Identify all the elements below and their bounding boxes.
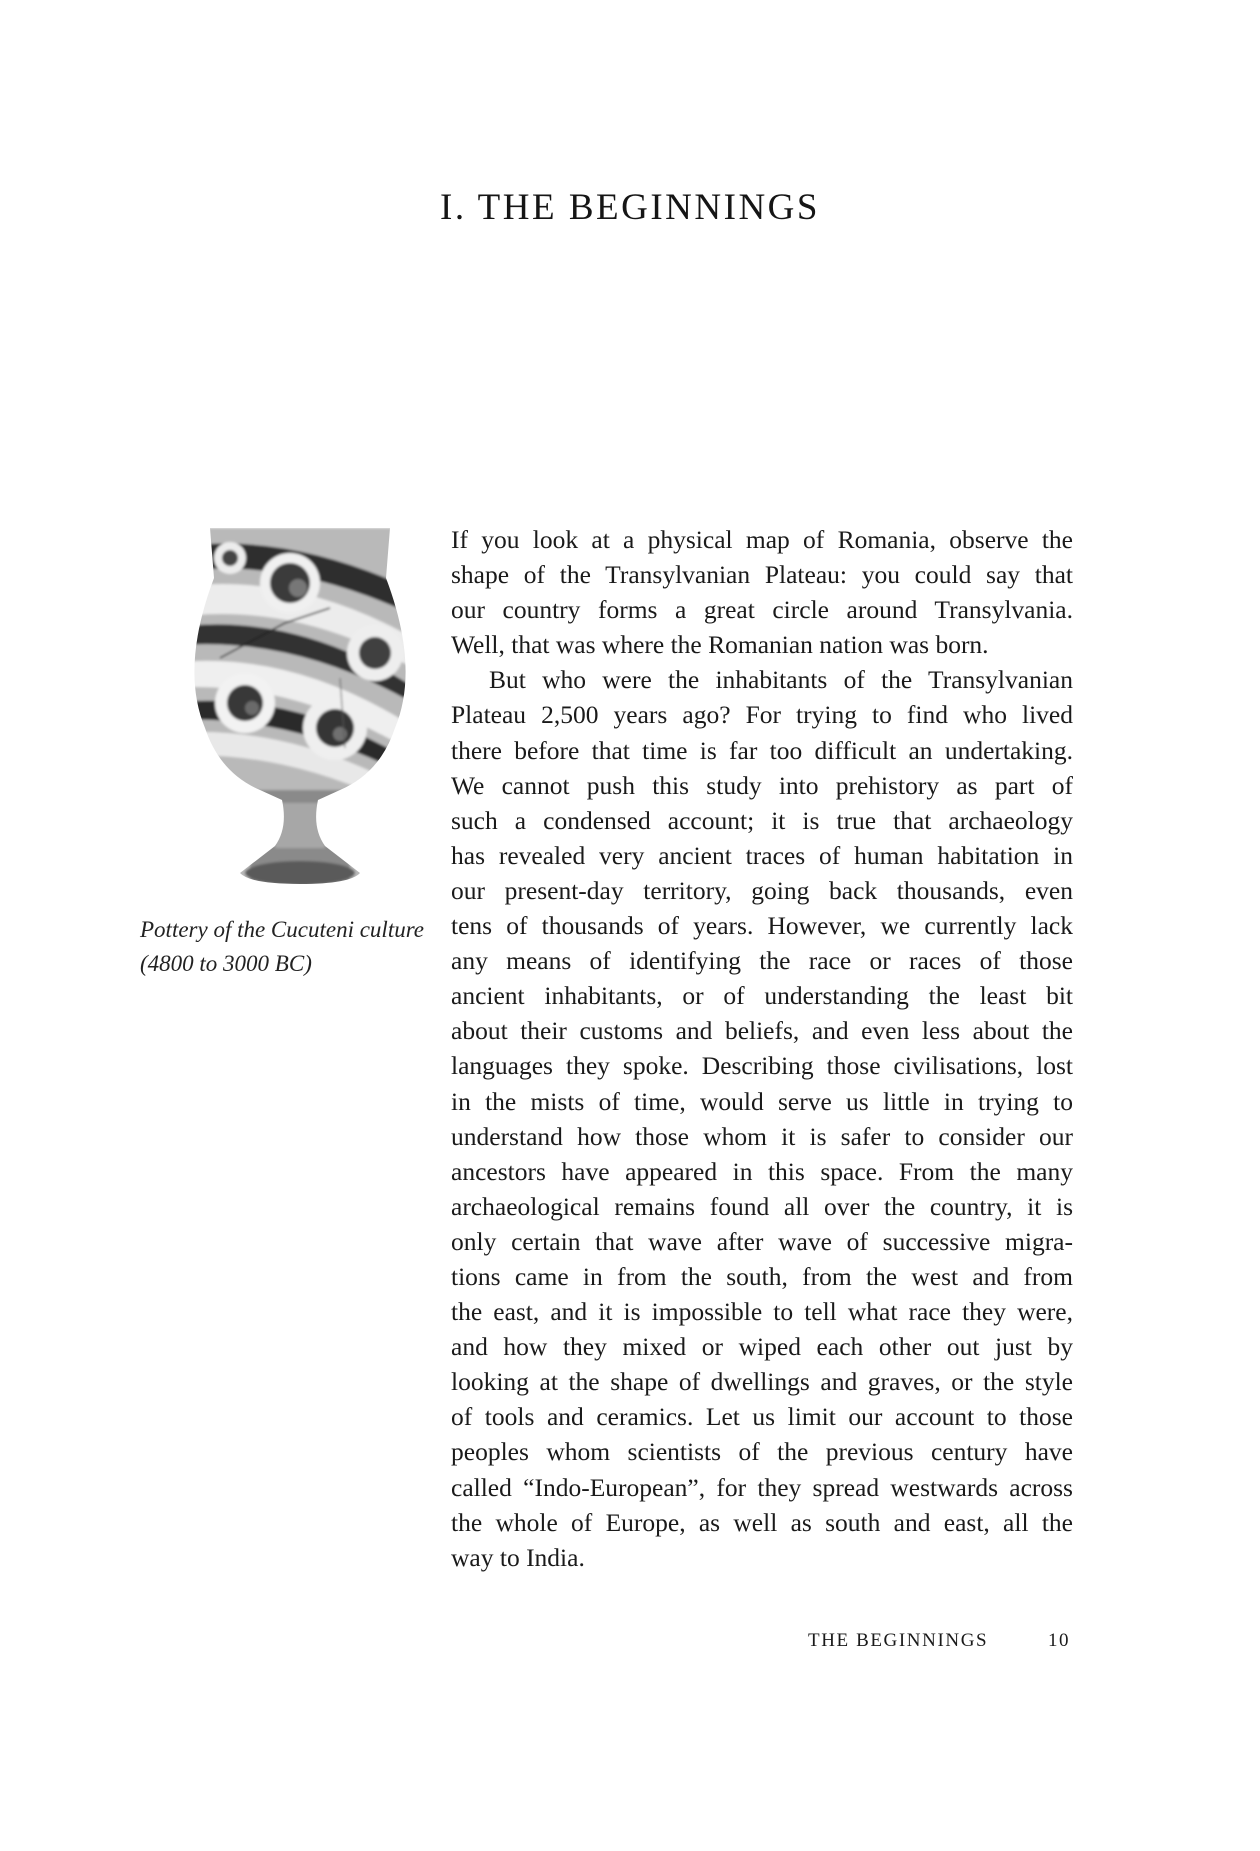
body-line: any means of identifying the race or races of those — [451, 946, 1073, 976]
body-line: peoples whom scientists of the previous century have — [451, 1437, 1073, 1467]
body-line: But who were the inhabitants of the Transylvanian — [489, 665, 1073, 695]
body-line: our country forms a great circle around Transylvania. — [451, 595, 1073, 625]
caption-line-1: Pottery of the Cucuteni culture — [140, 917, 425, 942]
vase-icon — [190, 528, 410, 888]
body-line: tions came in from the south, from the west and from — [451, 1261, 1073, 1291]
body-line: understand how those whom it is safer to consider our — [451, 1121, 1073, 1151]
body-line: Plateau 2,500 years ago? For trying to find who lived — [451, 700, 1073, 730]
body-line: such a condensed account; it is true that archaeology — [451, 805, 1073, 835]
body-line: We cannot push this study into prehistory as part of — [451, 770, 1073, 800]
running-footer: THE BEGINNINGS — [808, 1630, 989, 1651]
body-line: the whole of Europe, as well as south and east, all the — [451, 1507, 1073, 1537]
body-line: tens of thousands of years. However, we currently lack — [451, 911, 1073, 941]
body-line: languages they spoke. Describing those civilisations, lost — [451, 1051, 1073, 1081]
body-paragraphs — [451, 522, 1073, 1575]
body-line: our present-day territory, going back thousands, even — [451, 875, 1073, 905]
body-line: ancestors have appeared in this space. From the many — [451, 1156, 1073, 1186]
body-line: looking at the shape of dwellings and graves, or the style — [451, 1367, 1073, 1397]
body-line: shape of the Transylvanian Plateau: you could say that — [451, 560, 1073, 590]
body-line: If you look at a physical map of Romania, observe the — [451, 525, 1073, 554]
caption-line-2: (4800 to 3000 BC) — [140, 951, 312, 976]
body-line: Well, that was where the Romanian nation was born. — [451, 630, 989, 660]
body-line: in the mists of time, would serve us little in trying to — [451, 1086, 1073, 1116]
page-number: 10 — [1048, 1630, 1070, 1651]
figure-caption — [140, 913, 430, 981]
body-line: of tools and ceramics. Let us limit our account to those — [451, 1402, 1073, 1432]
body-line: only certain that wave after wave of successive migra- — [451, 1226, 1073, 1256]
chapter-title: I. THE BEGINNINGS — [440, 187, 820, 228]
body-line: archaeological remains found all over the country, it is — [451, 1191, 1073, 1221]
body-line: way to India. — [451, 1542, 585, 1572]
body-line: ancient inhabitants, or of understanding the least bit — [451, 981, 1073, 1011]
body-line: called “Indo-European”, for they spread westwards across — [451, 1472, 1073, 1502]
body-line: and how they mixed or wiped each other out just by — [451, 1332, 1073, 1362]
body-line: the east, and it is impossible to tell what race they were, — [451, 1297, 1073, 1327]
body-line: about their customs and beliefs, and even less about the — [451, 1016, 1073, 1046]
body-line: has revealed very ancient traces of human habitation in — [451, 840, 1073, 870]
cucuteni-pottery-image — [190, 528, 410, 888]
body-line: there before that time is far too difficult an undertaking. — [451, 735, 1073, 765]
